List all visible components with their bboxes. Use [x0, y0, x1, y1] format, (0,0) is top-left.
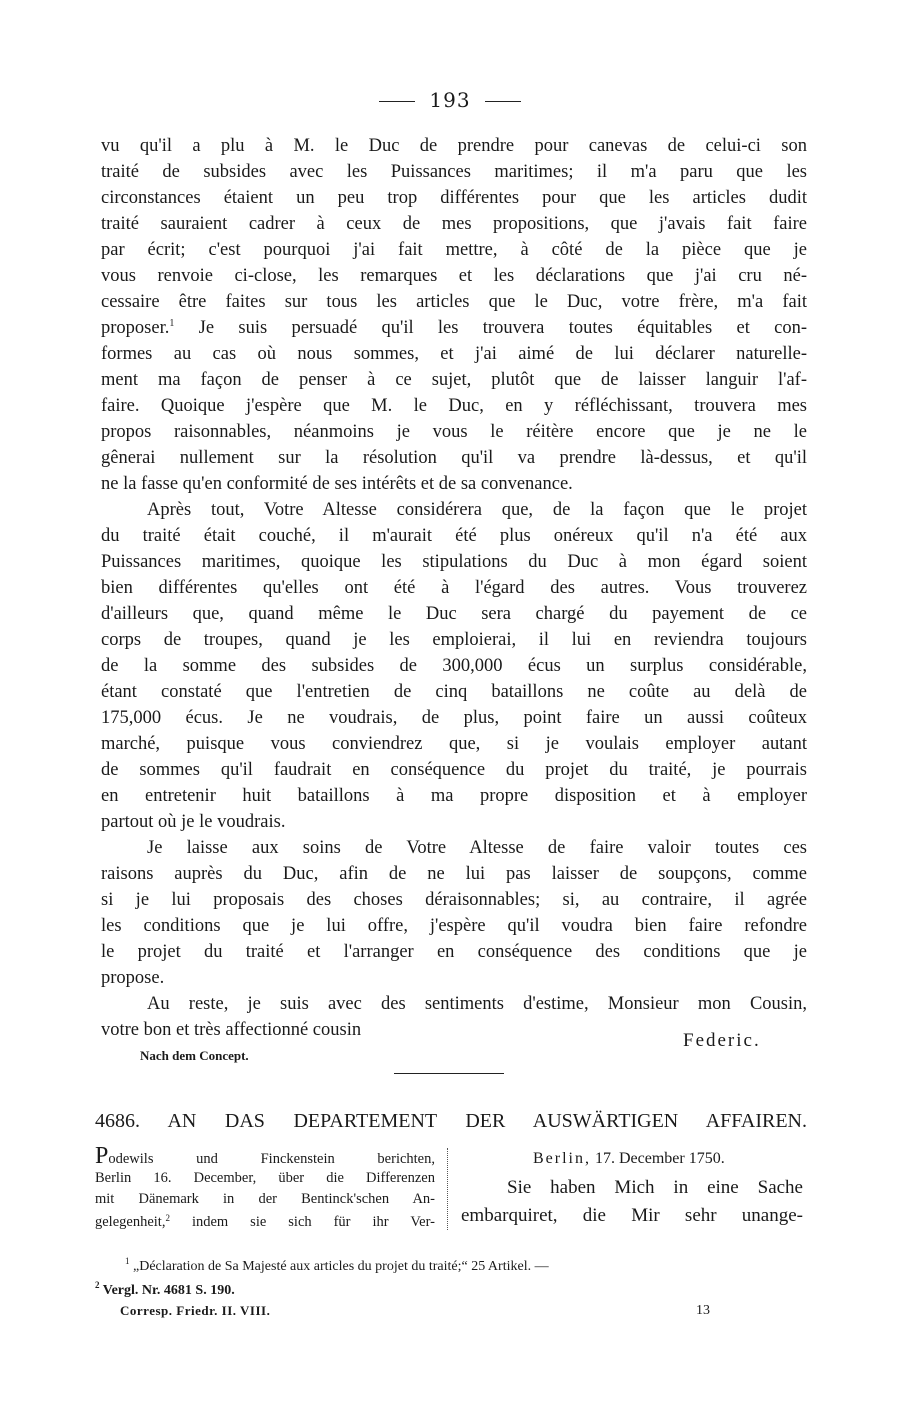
body-line: du traité était couché, il m'aurait été plus onéreux qu'il n'a été aux: [101, 526, 807, 546]
body-line: corps de troupes, quand je les emploierai, il lui en reviendra toujours: [101, 630, 807, 650]
summary-text: odewils und Finckenstein berichten,: [108, 1151, 435, 1167]
body-line: [101, 319, 807, 338]
body-line: Puissances maritimes, quoique les stipulations du Duc à mon égard soient: [101, 552, 807, 572]
body-line: de sommes qu'il faudrait en conséquence du projet du traité, je pourrais: [101, 760, 807, 780]
letter-line: embarquiret, die Mir sehr unange-: [461, 1205, 803, 1226]
body-line: gênerai nullement sur la résolution qu'il va prendre là-dessus, et qu'il: [101, 448, 807, 468]
footnote-2: [95, 1280, 235, 1299]
body-line-rest: Je suis persuadé qu'il les trouvera toutes équitables et con-: [198, 318, 808, 338]
dateline-date: 17. December 1750.: [595, 1150, 725, 1167]
body-line: de la somme des subsides de 300,000 écus un surplus considérable,: [101, 656, 807, 676]
body-line: cessaire être faites sur tous les articles que le Duc, votre frère, m'a fait: [101, 292, 807, 312]
footnote-ref-1: 1: [169, 318, 175, 329]
section-divider: [394, 1073, 504, 1074]
summary-line: [95, 1214, 435, 1230]
dateline: [533, 1150, 725, 1168]
summary-text: gelegenheit,: [95, 1214, 166, 1230]
body-line: ne la fasse qu'en conformité de ses intérêts et de sa convenance.: [101, 474, 573, 494]
signature-mark: 13: [696, 1303, 710, 1318]
body-line: raisons auprès du Duc, afin de ne lui pas laisser de soupçons, comme: [101, 864, 807, 884]
summary-line: mit Dänemark in der Bentinck'schen An-: [95, 1191, 435, 1207]
body-line: bien différentes qu'elles ont été à l'égard des autres. Vous trouverez: [101, 578, 807, 598]
footnote-1: [125, 1256, 549, 1275]
closing-line: Au reste, je suis avec des sentiments d'estime, Monsieur mon Cousin,: [147, 994, 807, 1014]
footnote-text: Vergl. Nr. 4681 S. 190.: [102, 1283, 235, 1298]
body-line: propose.: [101, 968, 165, 988]
paragraph-start: Après tout, Votre Altesse considérera que, de la façon que le projet: [147, 500, 807, 520]
footnote-text: „Déclaration de Sa Majesté aux articles du projet du traité;“ 25 Artikel. —: [133, 1259, 549, 1274]
page-number-header: [0, 88, 900, 112]
section-heading: 4686. AN DAS DEPARTEMENT DER AUSWÄRTIGEN AFFAIREN.: [95, 1110, 807, 1132]
column-divider: [447, 1148, 448, 1230]
header-dash-right: [485, 101, 521, 102]
summary-line: Berlin 16. December, über die Differenzen: [95, 1170, 435, 1186]
body-line: traité de subsides avec les Puissances maritimes; il m'a paru que les: [101, 162, 807, 182]
body-line: partout où je le voudrais.: [101, 812, 286, 832]
body-line: 175,000 écus. Je ne voudrais, de plus, point faire un aussi coûteux: [101, 708, 807, 728]
body-line: si je lui proposais des choses déraisonnables; si, au contraire, il agrée: [101, 890, 807, 910]
paragraph-start: Je laisse aux soins de Votre Altesse de faire valoir toutes ces: [147, 838, 807, 858]
footnote-ref-2: 2: [165, 1213, 170, 1223]
summary-text: indem sie sich für ihr Ver-: [191, 1214, 435, 1230]
drop-cap: P: [95, 1143, 109, 1169]
body-line: le projet du traité et l'arranger en conséquence des conditions que je: [101, 942, 807, 962]
letter-line: Sie haben Mich in eine Sache: [507, 1177, 803, 1198]
body-line-start: proposer.: [101, 318, 170, 338]
body-line: les conditions que je lui offre, j'espère qu'il voudra bien faire refondre: [101, 916, 807, 936]
signature: Federic.: [683, 1030, 761, 1051]
body-line: traité sauraient cadrer à ceux de mes propositions, que j'avais fait faire: [101, 214, 807, 234]
body-line: formes au cas où nous sommes, et j'ai aimé de lui déclarer naturelle-: [101, 344, 807, 364]
body-line: ment ma façon de penser à ce sujet, plutôt que de laisser languir l'af-: [101, 370, 807, 390]
series-title: Corresp. Friedr. II. VIII.: [120, 1303, 271, 1318]
body-line: faire. Quoique j'espère que M. le Duc, en y réfléchissant, trouvera mes: [101, 396, 807, 416]
body-line: par écrit; c'est pourquoi j'ai fait mettre, à côté de la pièce que je: [101, 240, 807, 260]
source-note: Nach dem Concept.: [140, 1048, 249, 1063]
footnote-marker: 1: [125, 1256, 130, 1266]
body-line: circonstances étaient un peu trop différentes pour que les articles dudit: [101, 188, 807, 208]
body-line: vu qu'il a plu à M. le Duc de prendre pour canevas de celui-ci son: [101, 136, 807, 156]
header-dash-left: [379, 101, 415, 102]
body-line: d'ailleurs que, quand même le Duc sera chargé du payement de ce: [101, 604, 807, 624]
body-line: étant constaté que l'entretien de cinq bataillons ne coûte au delà de: [101, 682, 807, 702]
page-number: 193: [429, 88, 471, 112]
body-line: vous renvoie ci-close, les remarques et les déclarations que j'ai cru né-: [101, 266, 807, 286]
footnote-marker: 2: [95, 1280, 100, 1290]
body-line: en entretenir huit bataillons à ma propre disposition et à employer: [101, 786, 807, 806]
dateline-place: Berlin,: [533, 1150, 591, 1167]
body-line: propos raisonnables, néanmoins je vous le réitère encore que je ne le: [101, 422, 807, 442]
summary-line: [95, 1144, 435, 1168]
body-line: marché, puisque vous conviendrez que, si je voulais employer autant: [101, 734, 807, 754]
closing-line: votre bon et très affectionné cousin: [101, 1020, 362, 1040]
